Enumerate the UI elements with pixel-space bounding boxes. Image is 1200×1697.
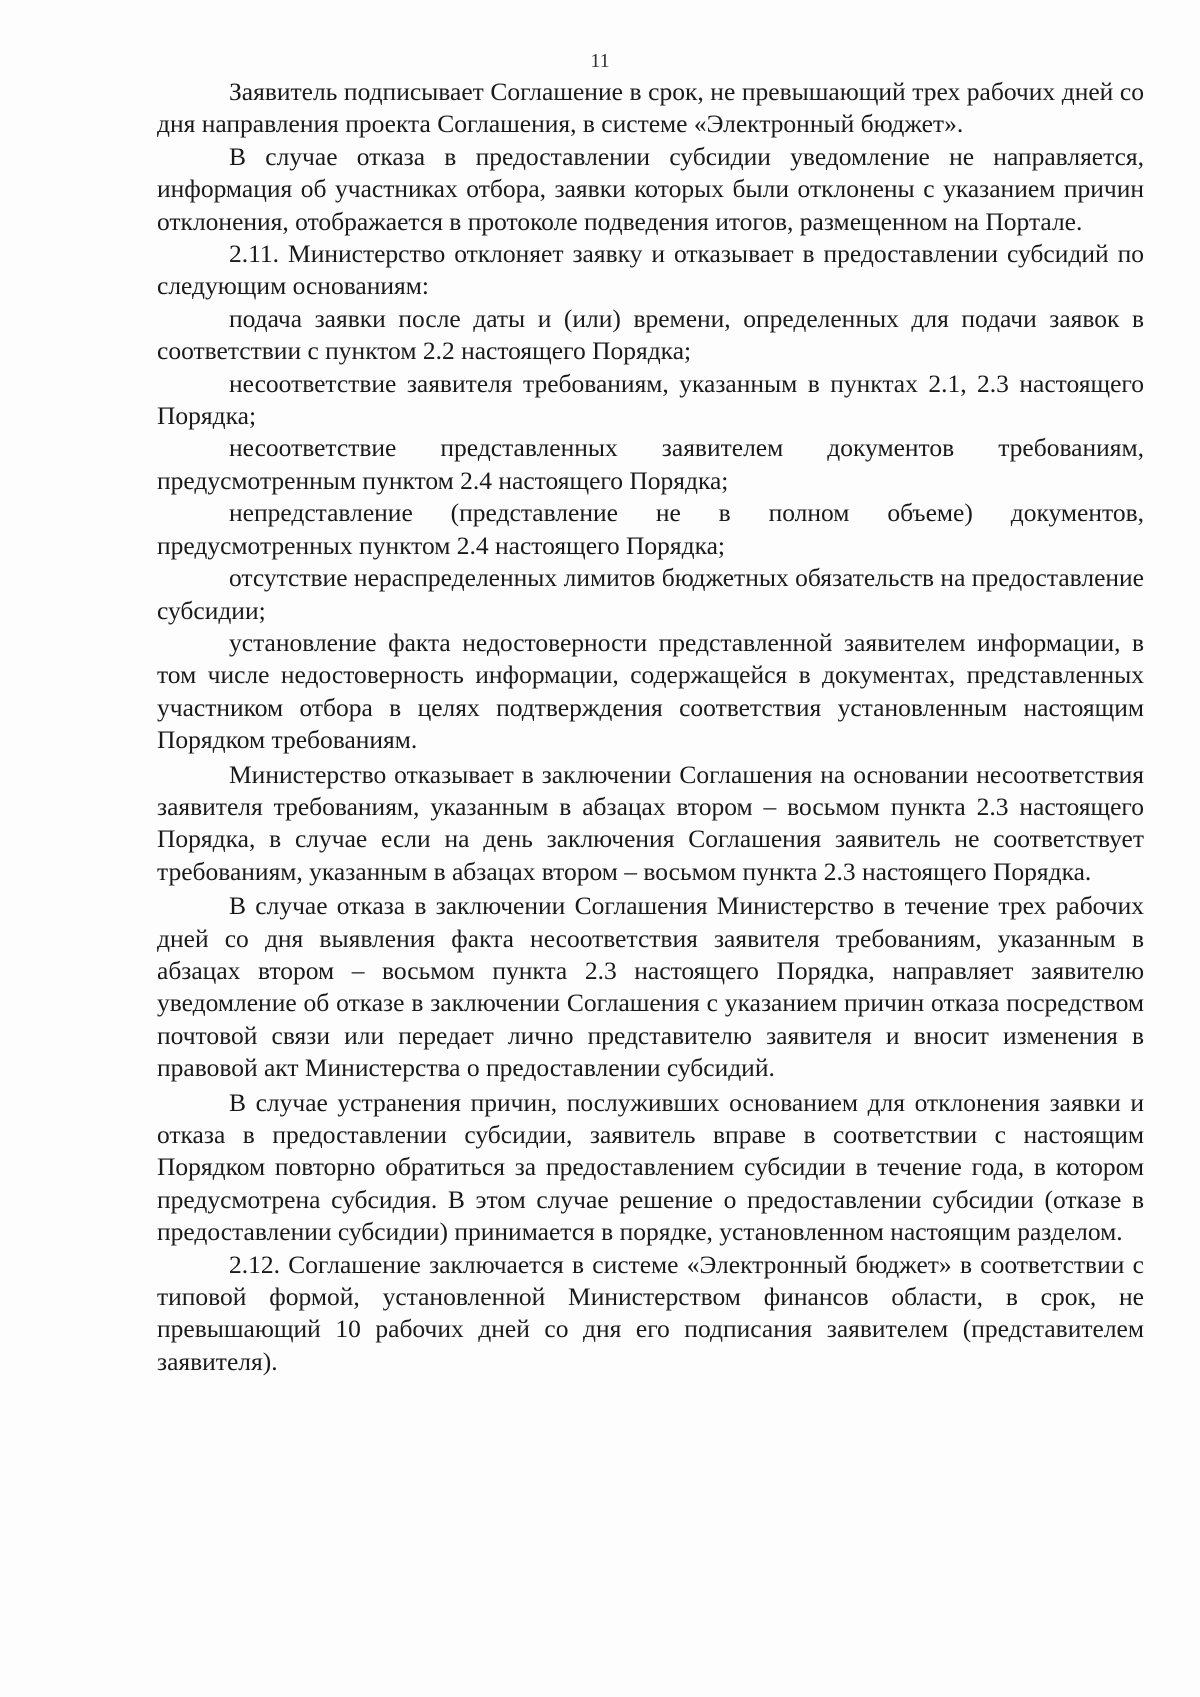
list-item-no-limits: отсутствие нераспределенных лимитов бюджетных обязательств на предоставление субсидии;	[157, 563, 1144, 625]
page-number: 11	[590, 50, 610, 72]
paragraph-signing-deadline: Заявитель подписывает Соглашение в срок, не превышающий трех рабочих дней со дня направления проекта Соглашения, в системе «Электронный бюджет».	[157, 77, 1144, 139]
paragraph-agreement-refusal: Министерство отказывает в заключении Соглашения на основании несоответствия заявителя требованиям, указанным в абзацах втором – восьмом пункта 2.3 настоящего Порядка, в случае если на день заключения Соглашения заявитель не соответствует требованиям, указанным в абзацах втором – восьмом пункта 2.3 настоящего Порядка.	[157, 759, 1144, 886]
document-body	[157, 76, 1144, 1378]
paragraph-section-2-12: 2.12. Соглашение заключается в системе «Электронный бюджет» в соответствии с типовой формой, установленной Министерством финансов области, в срок, не превышающий 10 рабочих дней со дня его подписания заявителем (представителем заявителя).	[157, 1249, 1144, 1376]
paragraph-refusal-procedure: В случае отказа в заключении Соглашения Министерство в течение трех рабочих дней со дня выявления факта несоответствия заявителя требованиям, указанным в абзацах втором – восьмом пункта 2.3 настоящего Порядка, направляет заявителю уведомление об отказе в заключении Соглашения с указанием причин отказа посредством почтовой связи или передает лично представителю заявителя и вносит изменения в правовой акт Министерства о предоставлении субсидий.	[157, 891, 1144, 1083]
list-item-documents-mismatch: несоответствие представленных заявителем документов требованиям, предусмотренным пунктом 2.4 настоящего Порядка;	[157, 433, 1144, 495]
list-item-applicant-mismatch: несоответствие заявителя требованиям, указанным в пунктах 2.1, 2.3 настоящего Порядка;	[157, 368, 1144, 431]
paragraph-refusal-notice: В случае отказа в предоставлении субсидии уведомление не направляется, информация об участниках отбора, заявки которых были отклонены с указанием причин отклонения, отображается в протоколе подведения итогов, размещенном на Портале.	[157, 141, 1144, 236]
list-item-false-information: установление факта недостоверности представленной заявителем информации, в том числе недостоверность информации, содержащейся в документах, представленных участником отбора в целях подтверждения соответствия установленным настоящим Порядком требованиям.	[157, 627, 1144, 755]
paragraph-reapplication: В случае устранения причин, послуживших основанием для отклонения заявки и отказа в предоставлении субсидии, заявитель вправе в соответствии с настоящим Порядком повторно обратиться за предоставлением субсидии в течение года, в котором предусмотрена субсидия. В этом случае решение о предоставлении субсидии (отказе в предоставлении субсидии) принимается в порядке, установленном настоящим разделом.	[157, 1087, 1144, 1247]
list-item-late-submission: подача заявки после даты и (или) времени, определенных для подачи заявок в соответствии с пунктом 2.2 настоящего Порядка;	[157, 303, 1144, 366]
paragraph-section-2-11: 2.11. Министерство отклоняет заявку и отказывает в предоставлении субсидий по следующим основаниям:	[157, 239, 1144, 301]
list-item-documents-missing: непредставление (представление не в полном объеме) документов, предусмотренных пунктом 2.4 настоящего Порядка;	[157, 498, 1144, 560]
